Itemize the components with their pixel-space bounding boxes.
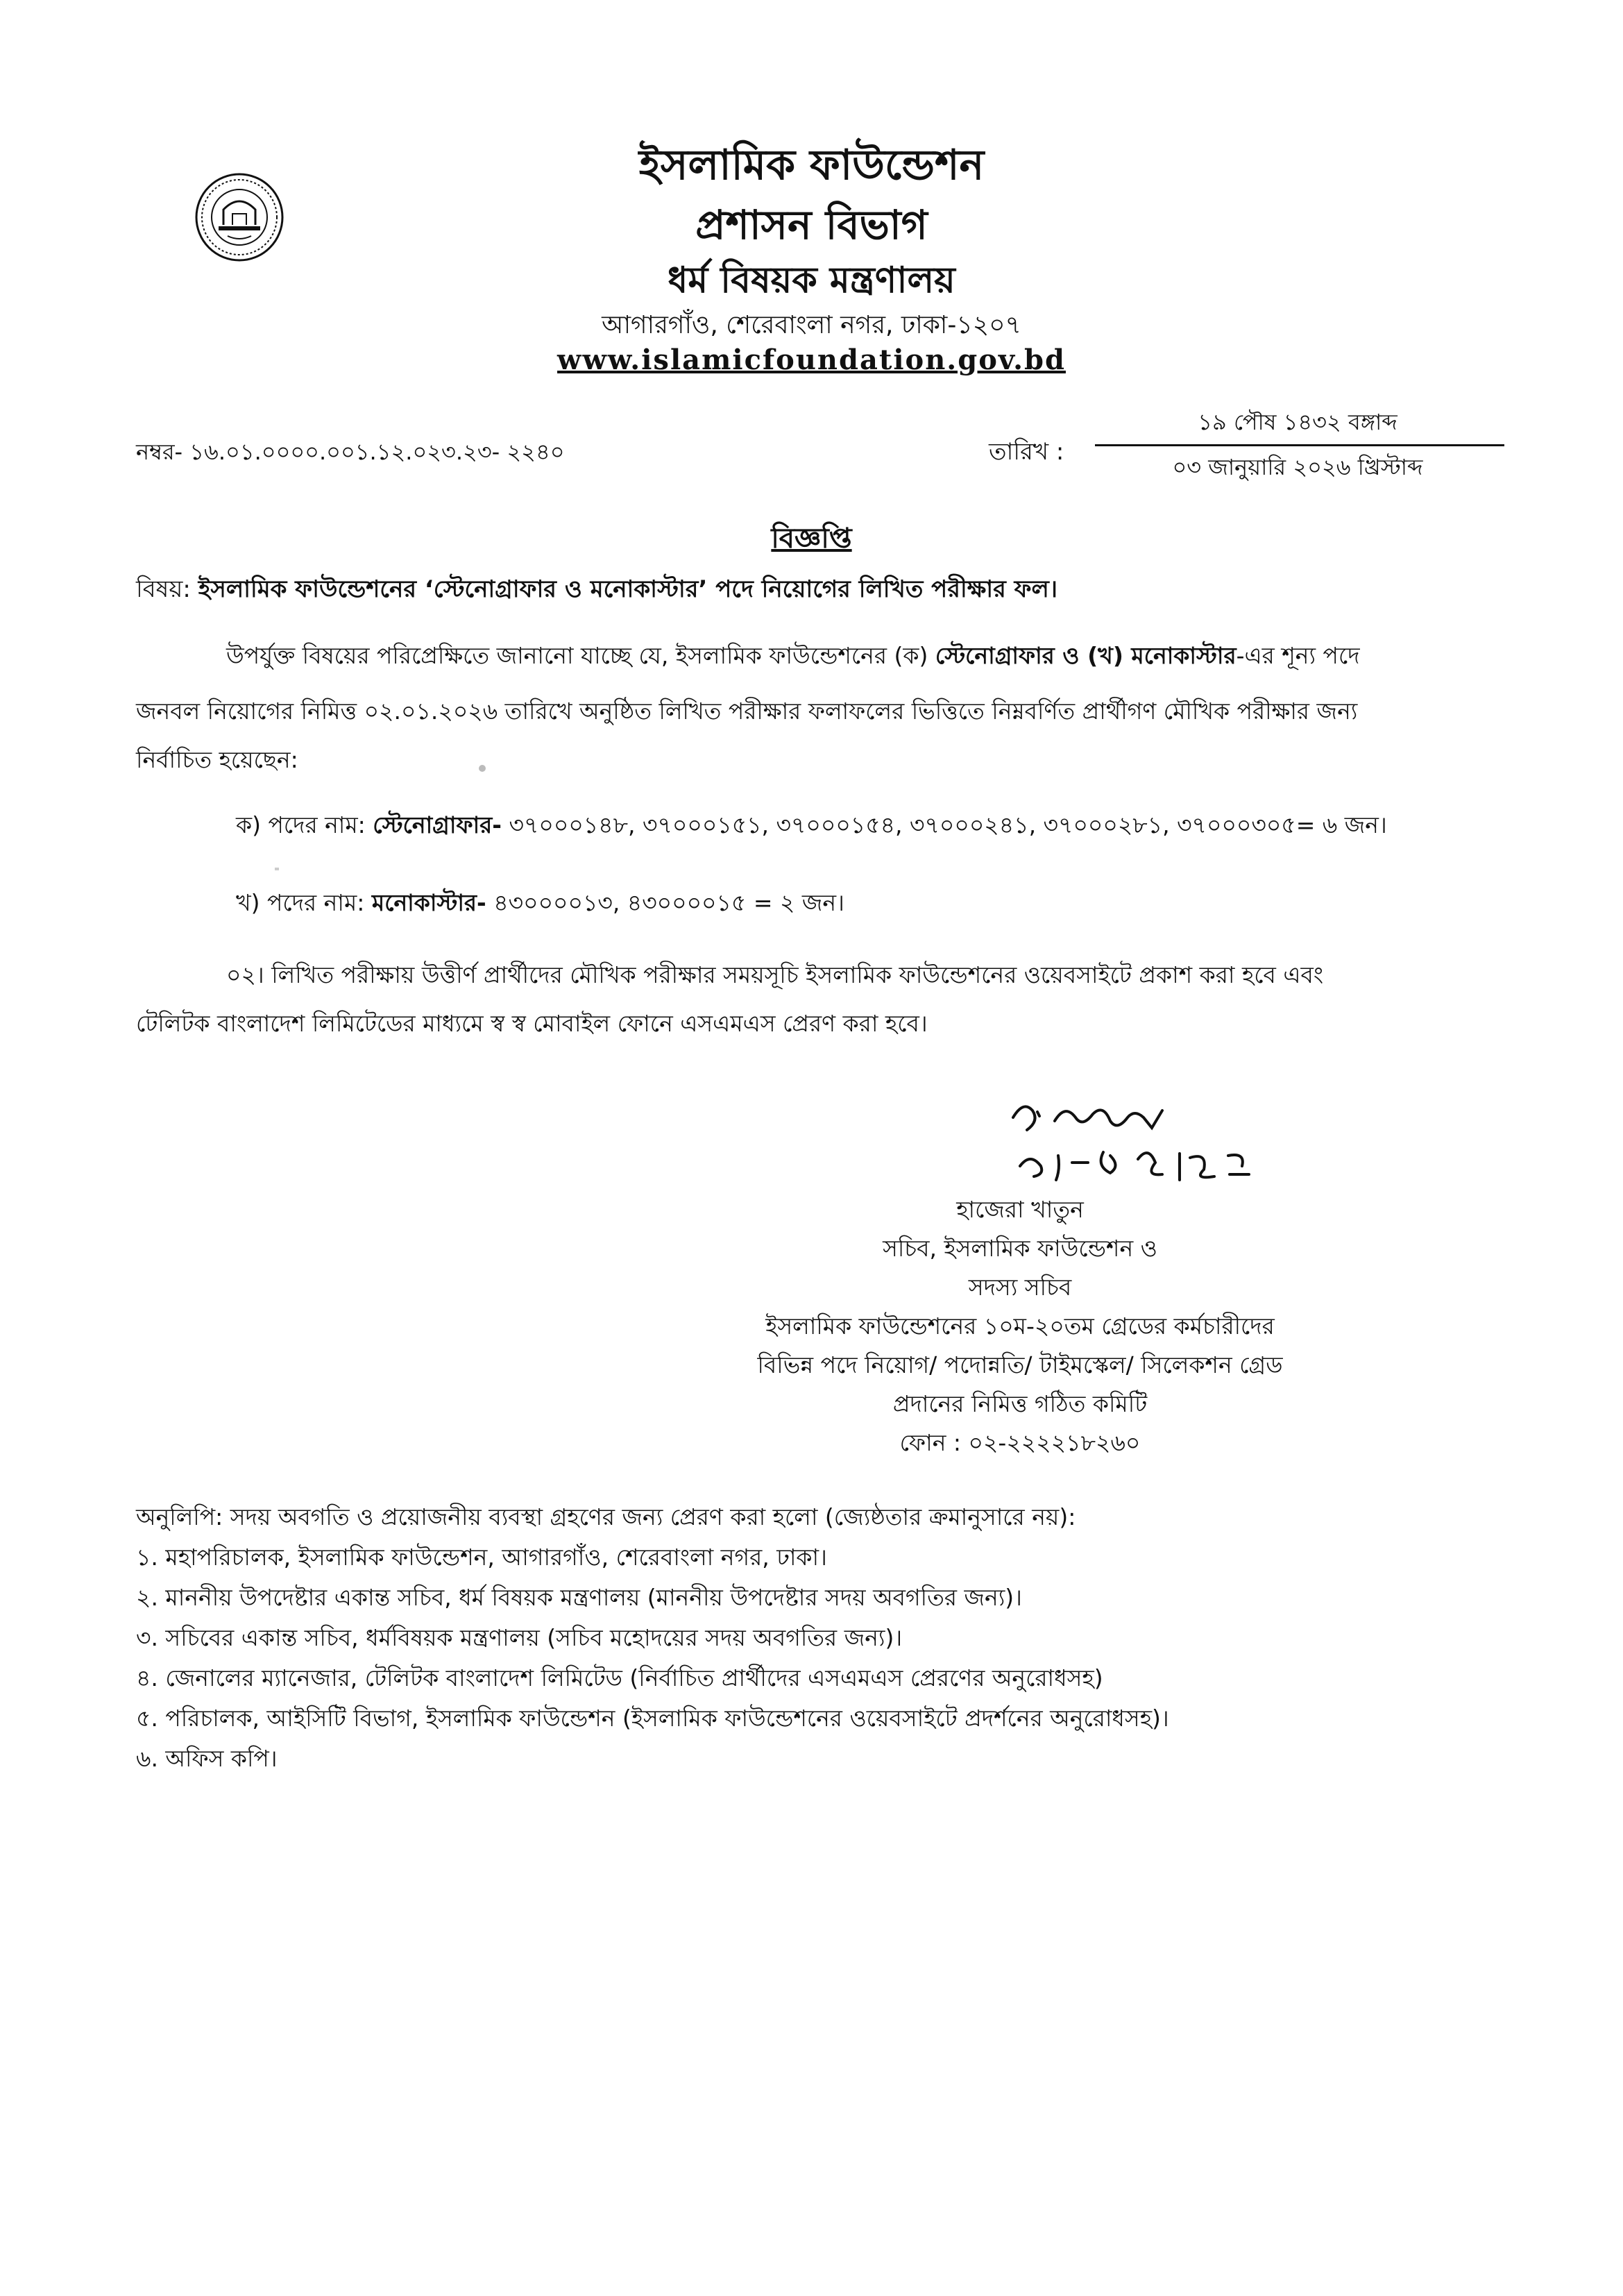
post-kha-name: মনোকাস্টার-: [371, 889, 486, 916]
date-bangla: ১৯ পৌষ ১৪৩২ বঙ্গাব্দ: [1198, 409, 1397, 435]
post-kha-prefix: খ) পদের নাম:: [236, 889, 372, 916]
website-link[interactable]: www.islamicfoundation.gov.bd: [557, 344, 1066, 376]
copy-item: ৪. জেনালের ম্যানেজার, টেলিটক বাংলাদেশ লিমিটেড (নির্বাচিত প্রার্থীদের এসএমএস প্রেরণের অনুরোধসহ): [136, 1664, 1103, 1691]
para1-text-a: উপর্যুক্ত বিষয়ের পরিপ্রেক্ষিতে জানানো যাচ্ছে যে, ইসলামিক ফাউন্ডেশনের (ক): [226, 642, 935, 669]
para1-posts: স্টেনোগ্রাফার ও (খ) মনোকাস্টার: [935, 642, 1237, 669]
paragraph-2-line-1: [136, 951, 1496, 999]
post-ka-prefix: ক) পদের নাম:: [236, 811, 373, 838]
copy-item: ৩. সচিবের একান্ত সচিব, ধর্মবিষয়ক মন্ত্রণালয় (সচিব মহোদয়ের সদয় অবগতির জন্য)।: [136, 1624, 903, 1651]
date-english: ০৩ জানুয়ারি ২০২৬ খ্রিস্টাব্দ: [1172, 454, 1423, 480]
department-name: প্রশাসন বিভাগ: [695, 201, 928, 248]
signatory-name: হাজেরা খাতুন: [956, 1196, 1084, 1223]
post-monocaster-line: [236, 886, 844, 920]
scan-mark: [479, 765, 486, 772]
date-divider: [1095, 444, 1504, 446]
paragraph-2-line-2: টেলিটক বাংলাদেশ লিমিটেডের মাধ্যমে স্ব স্ব মোবাইল ফোনে এসএমএস প্রেরণ করা হবে।: [136, 1010, 928, 1037]
paragraph-1-line-3: নির্বাচিত হয়েছেন:: [136, 746, 298, 773]
committee-line-2: বিভিন্ন পদে নিয়োগ/ পদোন্নতি/ টাইমস্কেল/ সিলেকশন গ্রেড: [757, 1351, 1283, 1378]
paragraph-1-line-2: জনবল নিয়োগের নিমিত্ত ০২.০১.২০২৬ তারিখে অনুষ্ঠিত লিখিত পরীক্ষার ফলাফলের ভিত্তিতে নিম্নবর্ণিত প্রার্থীগণ মৌখিক পরীক্ষার জন্য: [136, 698, 1358, 725]
signatory-designation-2: সদস্য সচিব: [968, 1274, 1072, 1301]
copy-item: ২. মাননীয় উপদেষ্টার একান্ত সচিব, ধর্ম বিষয়ক মন্ত্রণালয় (মাননীয় উপদেষ্টার সদয় অবগতির জন্য)।: [136, 1584, 1022, 1611]
organization-name: ইসলামিক ফাউন্ডেশন: [638, 141, 985, 189]
copy-intro: অনুলিপি: সদয় অবগতি ও প্রয়োজনীয় ব্যবস্থা গ্রহণের জন্য প্রেরণ করা হলো (জ্যেষ্ঠতার ক্রমানুসারে নয়):: [136, 1503, 1076, 1530]
scan-mark: [275, 868, 279, 870]
signatory-designation-1: সচিব, ইসলামিক ফাউন্ডেশন ও: [883, 1235, 1157, 1262]
office-address: আগারগাঁও, শেরেবাংলা নগর, ঢাকা-১২০৭: [602, 311, 1021, 339]
subject-text: ইসলামিক ফাউন্ডেশনের ‘স্টেনোগ্রাফার ও মনোকাস্টার’ পদে নিয়োগের লিখিত পরীক্ষার ফল।: [198, 575, 1057, 603]
ministry-name: ধর্ম বিষয়ক মন্ত্রণালয়: [668, 260, 955, 301]
copy-item: ৫. পরিচালক, আইসিটি বিভাগ, ইসলামিক ফাউন্ডেশন (ইসলামিক ফাউন্ডেশনের ওয়েবসাইটে প্রদর্শনের অনুরোধসহ)।: [136, 1705, 1169, 1732]
para2-text-1: ০২। লিখিত পরীক্ষায় উত্তীর্ণ প্রার্থীদের মৌখিক পরীক্ষার সময়সূচি ইসলামিক ফাউন্ডেশনের ওয়েবসাইটে প্রকাশ করা হবে এবং: [226, 961, 1324, 988]
committee-line-1: ইসলামিক ফাউন্ডেশনের ১০ম-২০তম গ্রেডের কর্মচারীদের: [765, 1312, 1275, 1340]
paragraph-1-line-1: [136, 632, 1496, 680]
para1-text-c: -এর শূন্য পদে: [1236, 642, 1360, 669]
signatory-phone: ফোন : ০২-২২২২১৮২৬০: [899, 1429, 1141, 1456]
copy-item: ৬. অফিস কপি।: [136, 1745, 278, 1772]
notice-title: বিজ্ঞপ্তি: [771, 523, 852, 555]
post-ka-rolls: ৩৭০০০১৪৮, ৩৭০০০১৫১, ৩৭০০০১৫৪, ৩৭০০০২৪১, ৩৭০০০২৮১, ৩৭০০০৩০৫= ৬ জন।: [502, 811, 1387, 838]
post-kha-rolls: ৪৩০০০০১৩, ৪৩০০০০১৫ = ২ জন।: [486, 889, 844, 916]
handwritten-signature: [1006, 1097, 1298, 1194]
copy-item: ১. মহাপরিচালক, ইসলামিক ফাউন্ডেশন, আগারগাঁও, শেরেবাংলা নগর, ঢাকা।: [136, 1544, 827, 1571]
committee-line-3: প্রদানের নিমিত্ত গঠিত কমিটি: [892, 1390, 1148, 1417]
memo-number: নম্বর- ১৬.০১.০০০০.০০১.১২.০২৩.২৩- ২২৪০: [136, 439, 565, 465]
subject-label: বিষয়:: [136, 575, 191, 603]
date-label: তারিখ :: [989, 438, 1064, 466]
notice-subject: [136, 572, 1496, 607]
post-ka-name: স্টেনোগ্রাফার-: [373, 811, 502, 838]
post-stenographer-line: [236, 808, 1387, 843]
